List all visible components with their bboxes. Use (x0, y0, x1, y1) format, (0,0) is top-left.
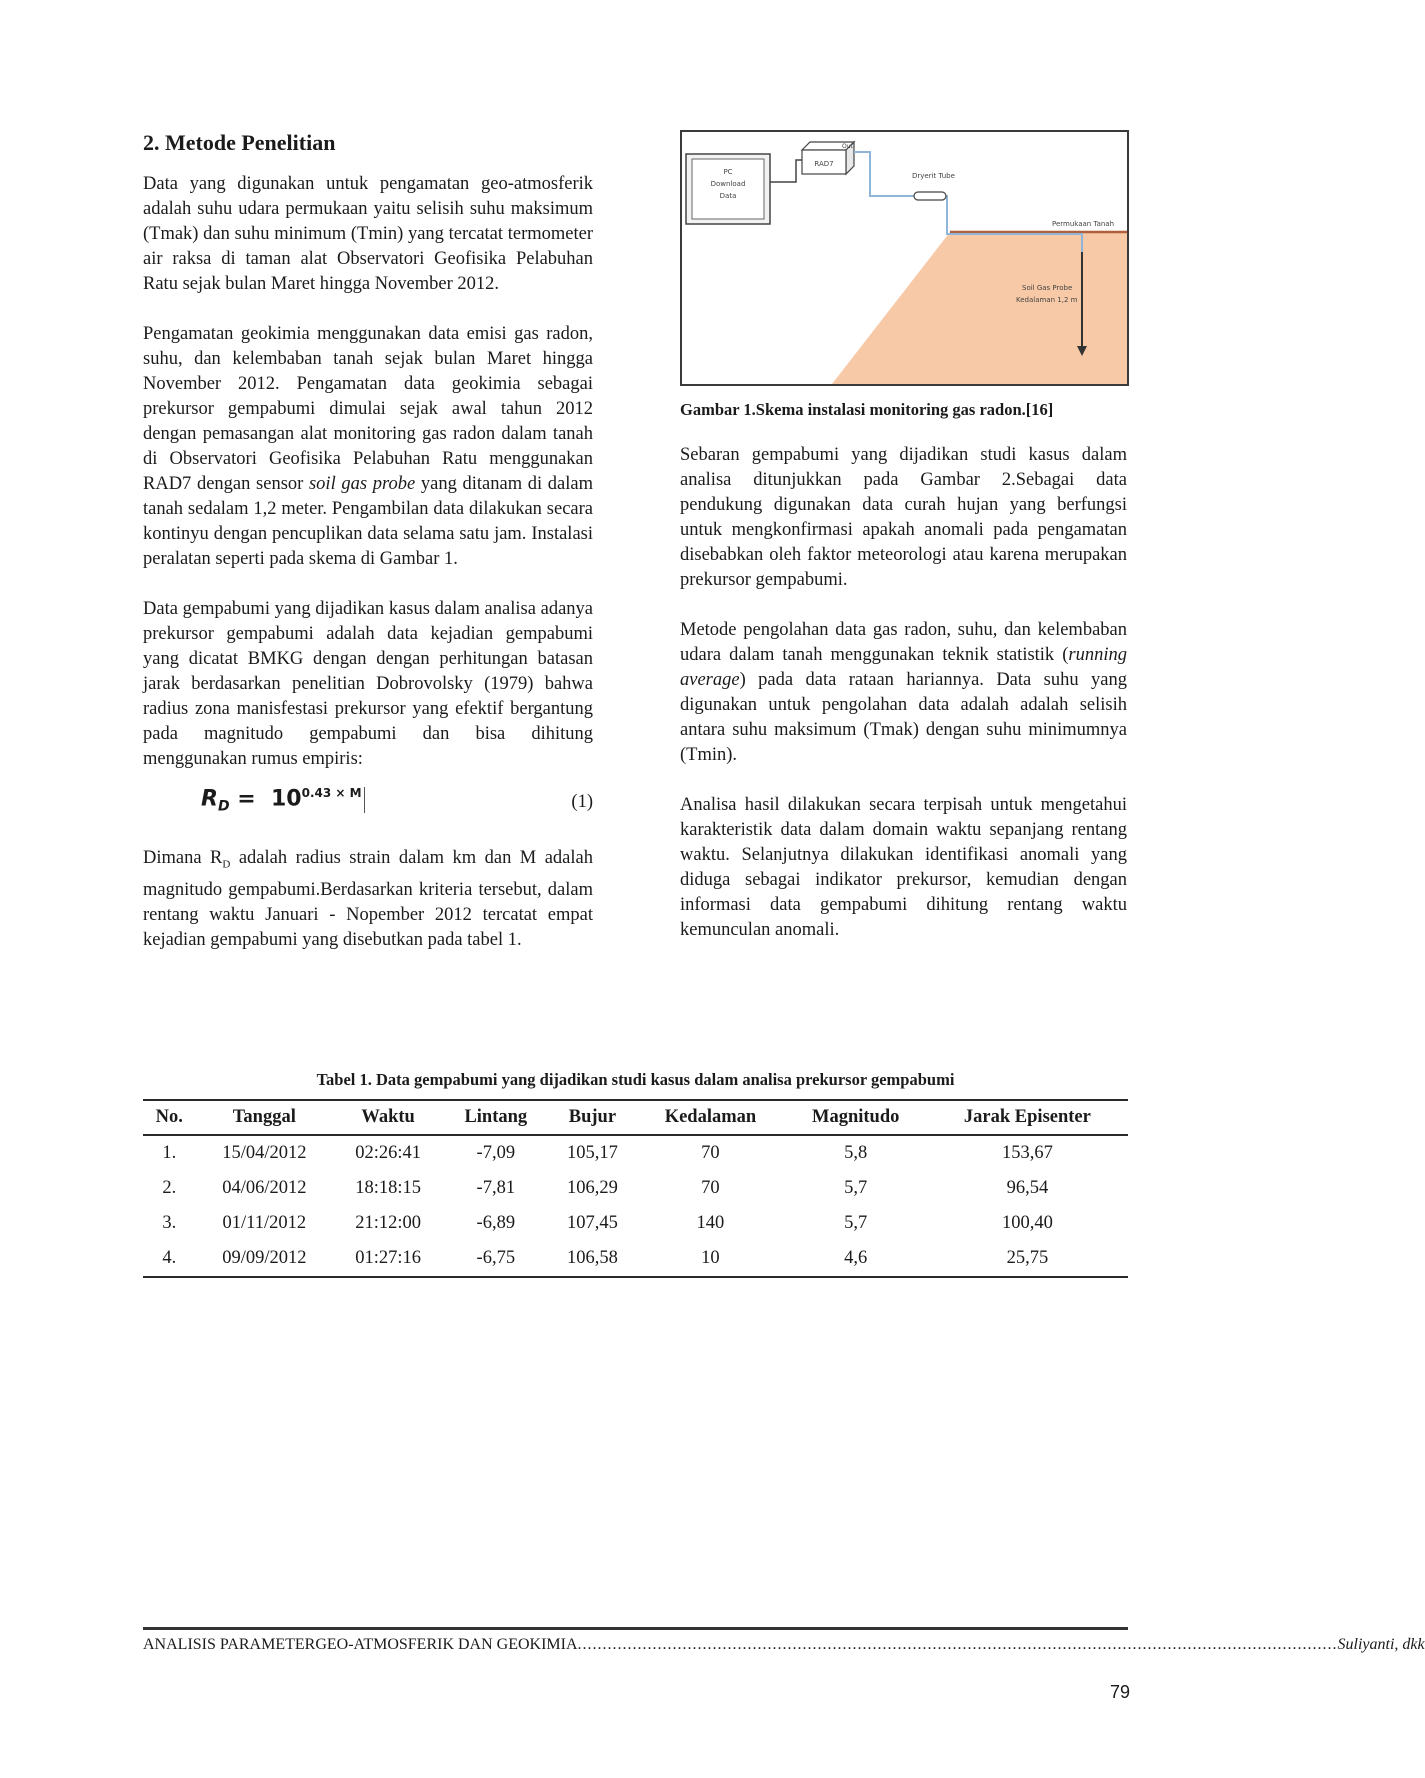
col-header-bujur: Bujur (549, 1100, 637, 1135)
col-header-kedalaman: Kedalaman (636, 1100, 784, 1135)
italic-term: soil gas probe (308, 474, 416, 495)
table-cell: 02:26:41 (355, 1143, 421, 1163)
table-cell: 105,17 (566, 1143, 618, 1163)
equation-formula (201, 786, 365, 815)
table-cell: 10 (636, 1241, 784, 1277)
paragraph-sebaran: Sebaran gempabumi yang dijadikan studi kasus dalam analisa ditunjukkan pada Gambar 2.Sebagai data pendukung digunakan data curah hujan yang berfungsi untuk mengkonfirmasi apakah anomali pada pengamatan disebabkan oleh faktor meteorologi atau karena merupakan prekursor gempabumi. (680, 445, 1127, 590)
table-cell: 25,75 (927, 1241, 1128, 1277)
table-cell: 5,7 (844, 1178, 868, 1198)
pc-label: PC (723, 168, 733, 176)
paragraph-text: ) pada data rataan hariannya. Data suhu yang digunakan untuk pengolahan data adalah adalah selisih antara suhu maksimum (Tmak) dengan suhu minimumnya (Tmin). (680, 670, 1127, 765)
paragraph-text: Pengamatan geokimia menggunakan data emisi gas radon, suhu, dan kelembaban tanah sejak bulan Maret hingga November 2012. Pengamatan data geokimia sebagai prekursor gempabumi dimulai sejak awal tahun 2012 dengan pemasangan alat monitoring gas radon dalam tanah di Observatori Geofisika Pelabuhan Ratu menggunakan RAD7 dengan sensor (143, 324, 593, 495)
table-cell: 153,67 (1001, 1143, 1053, 1163)
table-cell: 96,54 (1006, 1178, 1049, 1198)
left-column (143, 130, 593, 978)
right-column (680, 130, 1127, 968)
equation (143, 782, 593, 826)
depth-label: Kedalaman 1,2 m (1016, 296, 1078, 304)
italic-term: running average (680, 645, 1127, 690)
running-footer (143, 1627, 1425, 1654)
table-cell: 5,8 (844, 1143, 868, 1163)
col-header-lintang: Lintang (443, 1100, 548, 1135)
equation-base: 10 (271, 786, 302, 812)
data-label: Data (719, 192, 737, 200)
dryerite-tube (914, 192, 946, 200)
paragraph-geokimia (143, 322, 593, 572)
paragraph-analisa: Analisa hasil dilakukan secara terpisah untuk mengetahui karakteristik data dalam domain waktu sepanjang rentang waktu. Selanjutnya dilakukan identifikasi anomali yang diduga sebagai indikator prekursor, kemudian dengan informasi data gempabumi dihitung rentang waktu kemunculan anomali. (680, 795, 1127, 940)
paragraph-data-suhu: Data yang digunakan untuk pengamatan geo-atmosferik adalah suhu udara permukaan yaitu selisih suhu maksimum (Tmak) dan suhu minimum (Tmin) yang tercatat termometer air raksa di taman alat Observatori Geofisika Pelabuhan Ratu sejak bulan Maret hingga November 2012. (143, 174, 593, 295)
table-section (143, 1070, 1128, 1278)
paragraph-text: Metode pengolahan data gas radon, suhu, dan kelembaban udara dalam tanah menggunakan teknik statistik ( (680, 620, 1127, 665)
table-cell: 5,7 (844, 1213, 868, 1233)
equation-exponent: 0.43 × M (301, 786, 362, 801)
table-cell: 107,45 (566, 1213, 618, 1233)
col-header-waktu: Waktu (333, 1100, 443, 1135)
table-cell: 1. (162, 1143, 177, 1163)
table-cell: 4. (143, 1241, 196, 1277)
table-caption: Tabel 1. Data gempabumi yang dijadikan studi kasus dalam analisa prekursor gempabumi (316, 1070, 955, 1089)
table-cell: 04/06/2012 (222, 1178, 307, 1198)
footer-authors: Suliyanti, dkk (1337, 1636, 1425, 1653)
paragraph-metode (680, 618, 1127, 768)
table-cell: 2. (162, 1178, 177, 1198)
table-cell: -7,81 (476, 1178, 516, 1198)
table-cell: 01:27:16 (333, 1241, 443, 1277)
paragraph-text: Dimana R (143, 848, 223, 869)
table-cell: 09/09/2012 (196, 1241, 334, 1277)
table-cell: 18:18:15 (355, 1178, 421, 1198)
table-cell: -6,89 (476, 1213, 516, 1233)
col-header-no: No. (143, 1100, 196, 1135)
table-cell: -6,75 (443, 1241, 548, 1277)
table-cell: 01/11/2012 (222, 1213, 307, 1233)
table-row (143, 1135, 1128, 1171)
table-cell: 70 (701, 1143, 720, 1163)
equation-subscript: D (217, 799, 230, 816)
table-header-row (143, 1100, 1128, 1135)
footer-title: ANALISIS PARAMETERGEO-ATMOSFERIK DAN GEOKIMIA (143, 1636, 578, 1653)
text-cursor (364, 787, 365, 813)
cable-pc-rad7 (770, 160, 802, 182)
download-label: Download (710, 180, 746, 188)
paragraph-data-gempabumi: Data gempabumi yang dijadikan kasus dalam analisa adanya prekursor gempabumi adalah data kejadian gempabumi yang dicatat BMKG dengan dengan perhitungan batasan jarak berdasarkan penelitian Dobrovolsky (1979) bahwa radius zona manisfestasi prekursor yang efektif bergantung pada magnitudo gempabumi dan bisa dihitung menggunakan rumus empiris: (143, 599, 593, 770)
table-cell: 106,58 (549, 1241, 637, 1277)
page-number: 79 (1109, 1682, 1130, 1702)
section-title: 2. Metode Penelitian (143, 130, 336, 155)
surface-label: Permukaan Tanah (1052, 220, 1115, 228)
equation-equals: = (229, 786, 271, 812)
figure-caption: Gambar 1.Skema instalasi monitoring gas radon.[16] (680, 400, 1054, 419)
figure-radon-installation (680, 130, 1129, 386)
probe-label: Soil Gas Probe (1022, 284, 1073, 292)
figure-diagram (682, 132, 1127, 384)
paragraph-text: yang ditanam di dalam tanah sedalam 1,2 meter. Pengambilan data dilakukan secara kontinyu dengan pencuplikan data selama satu jam. Instalasi peralatan seperti pada skema di Gambar 1. (143, 474, 593, 570)
paragraph-text: adalah radius strain dalam km dan M adalah magnitudo gempabumi.Berdasarkan kriteria tersebut, dalam rentang waktu Januari - Nopember 2012 tercatat empat kejadian gempabumi yang disebutkan pada tabel 1. (143, 848, 593, 951)
table-cell: 3. (162, 1213, 177, 1233)
equation-lhs: R (201, 786, 218, 812)
subscript: D (222, 859, 231, 872)
table-cell: -7,09 (476, 1143, 516, 1163)
table-cell: 70 (701, 1178, 720, 1198)
col-header-tanggal: Tanggal (196, 1100, 334, 1135)
table-cell: 21:12:00 (355, 1213, 421, 1233)
equation-number: (1) (571, 792, 593, 813)
earthquake-table (143, 1099, 1128, 1278)
table-row (143, 1206, 1128, 1241)
col-header-magnitudo: Magnitudo (785, 1100, 927, 1135)
dryerite-label: Dryerit Tube (912, 172, 955, 180)
out-label: Out (842, 143, 853, 150)
table-cell: 4,6 (785, 1241, 927, 1277)
table-cell: 100,40 (1001, 1213, 1053, 1233)
rad7-label: RAD7 (814, 160, 834, 168)
table-row (143, 1241, 1128, 1277)
table-cell: 106,29 (566, 1178, 618, 1198)
paragraph-dimana (143, 846, 593, 953)
table-cell: 15/04/2012 (222, 1143, 307, 1163)
table-row (143, 1171, 1128, 1206)
footer-leader-dots: ........................................................................................................................................................ (577, 1636, 1338, 1653)
col-header-jarak: Jarak Episenter (927, 1100, 1128, 1135)
table-cell: 140 (696, 1213, 725, 1233)
